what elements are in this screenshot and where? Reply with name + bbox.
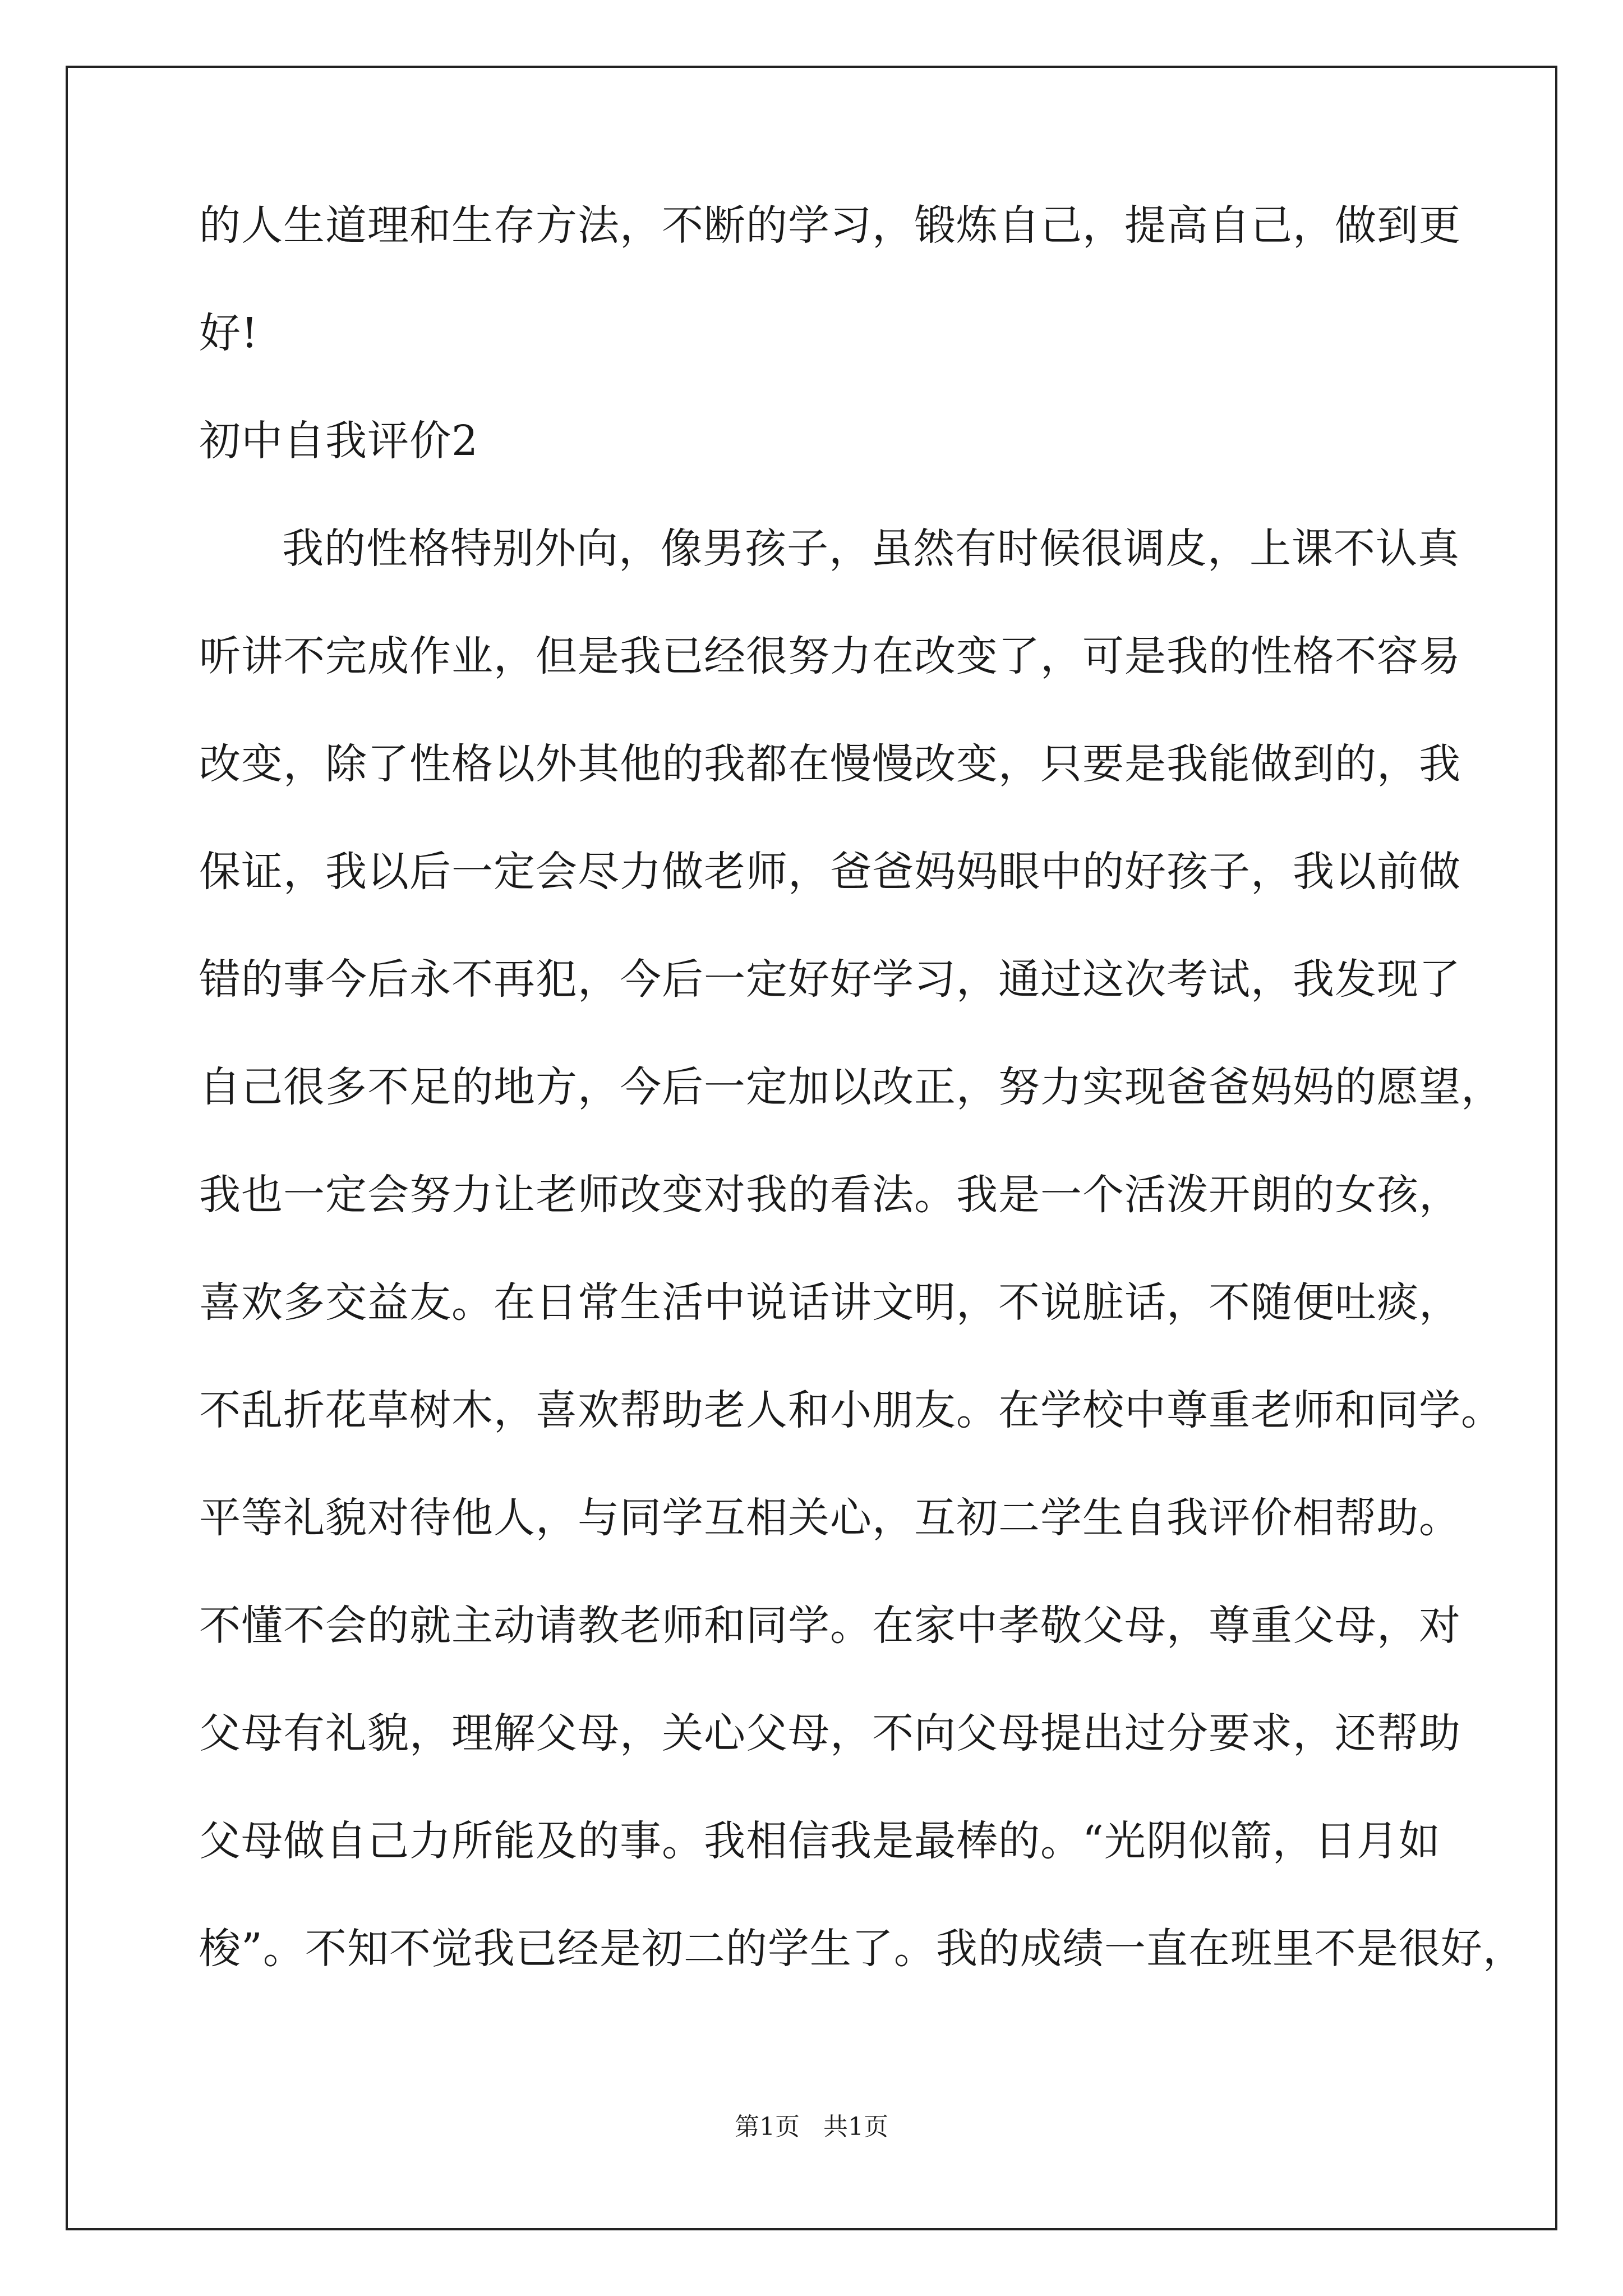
document-body xyxy=(199,201,1525,2036)
section-heading: 初中自我评价2 xyxy=(199,417,479,465)
text-line: 的人生道理和生存方法，不断的学习，锻炼自己，提高自己，做到更 xyxy=(199,201,1461,250)
text-line: 我也一定会努力让老师改变对我的看法。我是一个活泼开朗的女孩， xyxy=(199,1171,1461,1219)
text-line: 不懂不会的就主动请教老师和同学。在家中孝敬父母，尊重父母，对 xyxy=(199,1602,1461,1650)
text-line: 父母做自己力所能及的事。我相信我是最棒的。“光阴似箭，日月如 xyxy=(199,1817,1441,1865)
text-line: 听讲不完成作业，但是我已经很努力在改变了，可是我的性格不容易 xyxy=(199,632,1461,680)
page-number-footer: 第1页 共1页 xyxy=(735,2113,888,2141)
text-line: 自己很多不足的地方，今后一定加以改正，努力实现爸爸妈妈的愿望， xyxy=(199,1063,1503,1111)
text-line: 好! xyxy=(199,309,259,357)
text-line: 错的事今后永不再犯，今后一定好好学习，通过这次考试，我发现了 xyxy=(199,955,1461,1004)
text-line: 父母有礼貌，理解父母，关心父母，不向父母提出过分要求，还帮助 xyxy=(199,1709,1461,1757)
text-line: 我的性格特别外向，像男孩子，虽然有时候很调皮，上课不认真 xyxy=(282,524,1460,573)
text-line: 改变，除了性格以外其他的我都在慢慢改变，只要是我能做到的，我 xyxy=(199,740,1461,788)
text-line: 保证，我以后一定会尽力做老师，爸爸妈妈眼中的好孩子，我以前做 xyxy=(199,848,1461,896)
text-line: 平等礼貌对待他人，与同学互相关心，互初二学生自我评价相帮助。 xyxy=(199,1494,1461,1542)
text-line: 梭”。不知不觉我已经是初二的学生了。我的成绩一直在班里不是很好， xyxy=(199,1925,1525,1973)
text-line: 不乱折花草树木，喜欢帮助老人和小朋友。在学校中尊重老师和同学。 xyxy=(199,1386,1503,1434)
text-line: 喜欢多交益友。在日常生活中说话讲文明，不说脏话，不随便吐痰， xyxy=(199,1278,1461,1327)
